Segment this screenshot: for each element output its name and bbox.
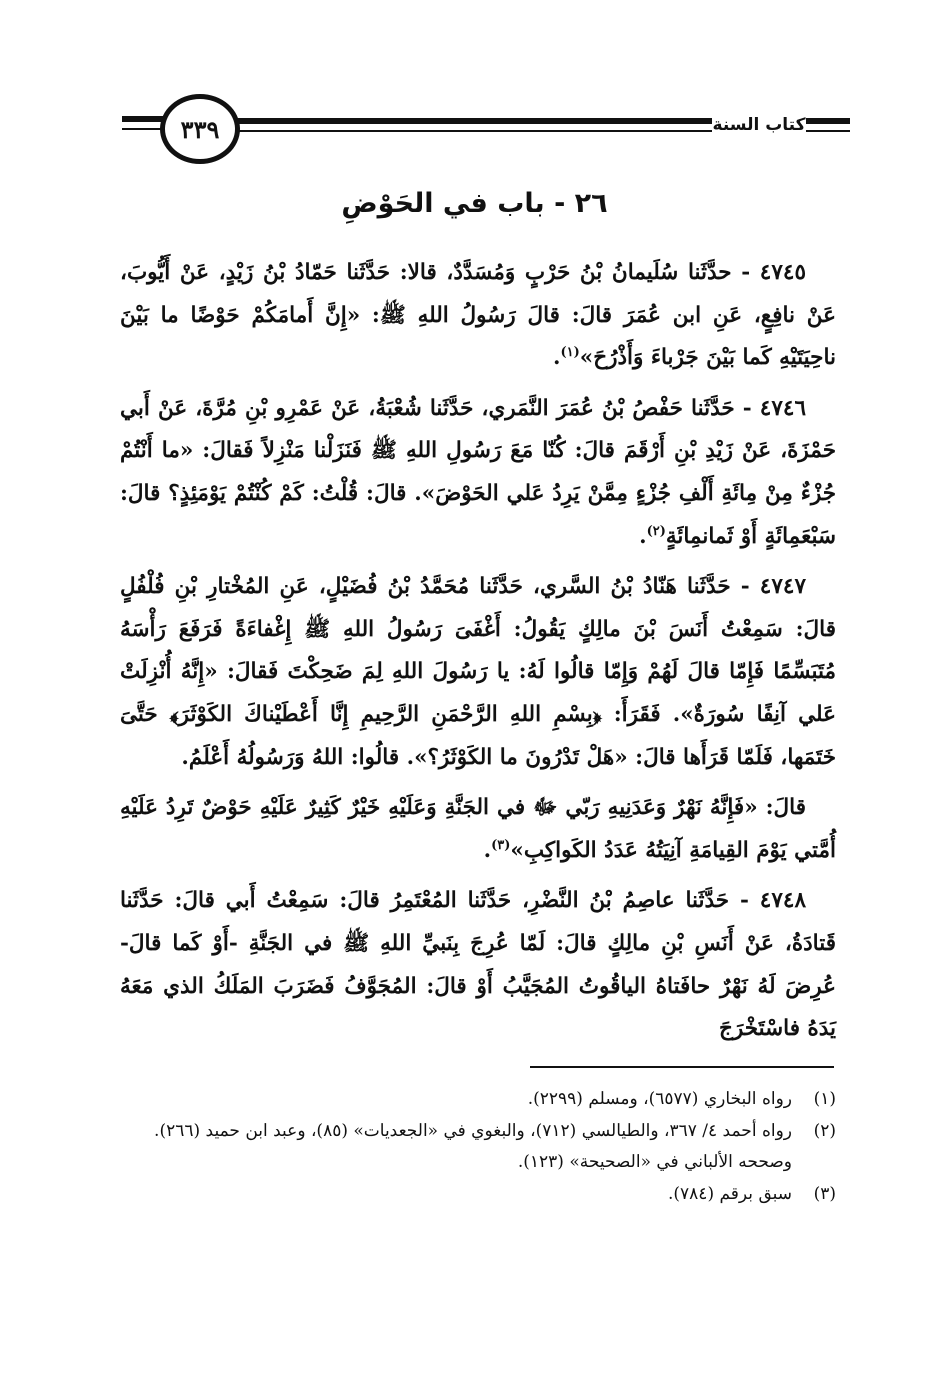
hadith-4748: ٤٧٤٨ - حَدَّثَنا عاصِمُ بْنُ النَّضْرِ، حَدَّثَنا المُعْتَمِرُ قالَ: سَمِعْتُ أَبي قالَ: حَدَّثَنا قَتادَةُ، عَنْ أَنَسِ بْنِ مالِكٍ قالَ: لَمّا عُرِجَ بِنَبيِّ اللهِ ﷺ في الجَنَّةِ -أَوْ كَما قالَ- عُرِضَ لَهُ نَهْرٌ حافَتاهُ الياقُوتُ المُجَيَّبُ أَوْ قالَ: المُجَوَّفُ فَضَرَبَ المَلَكُ الذي مَعَهُ يَدَهُ فاسْتَخْرَجَ xyxy=(120,888,836,1042)
footnote-text: سبق برقم (٧٨٤). xyxy=(668,1183,792,1204)
footnote xyxy=(120,1084,836,1116)
footnote-text: وصححه الألباني في «الصحيحة» (١٢٣). xyxy=(517,1152,792,1172)
footnote-ref: (١) xyxy=(560,345,580,361)
footnote-divider xyxy=(530,1066,834,1068)
chapter-title: ٢٦ - باب في الحَوْضِ xyxy=(341,188,608,219)
page-number: ٣٣٩ xyxy=(160,94,240,164)
footnote xyxy=(120,1116,836,1148)
footnote-ref: (٢) xyxy=(646,523,666,539)
footnote-number: (١) xyxy=(813,1089,836,1109)
footnote xyxy=(120,1179,836,1211)
footnote-number: (٣) xyxy=(813,1183,836,1204)
hadith-4747-continued: قالَ: «فَإِنَّهُ نَهْرٌ وَعَدَنِيهِ رَبّي ﷻ في الجَنَّةِ وَعَلَيْهِ خَيْرٌ كَثِيرٌ عَلَيْهِ حَوْضٌ تَرِدُ عَلَيْهِ أُمَّتي يَوْمَ القِيامَةِ آنِيَتُهُ عَدَدُ الكَواكِبِ»$^{(٣)}$. xyxy=(120,795,836,863)
footnote-text: رواه البخاري (٦٥٧٧)، ومسلم (٢٢٩٩). xyxy=(527,1089,792,1109)
footnote-number: (٢) xyxy=(813,1120,836,1141)
header-rule xyxy=(806,118,850,124)
hadith-4746: ٤٧٤٦ - حَدَّثَنا حَفْصُ بْنُ عُمَرَ النَّمَري، حَدَّثَنا شُعْبَةُ، عَنْ عَمْرِو بْنِ مُرَّةَ، عَنْ أَبي حَمْزَةَ، عَنْ زَيْدِ بْنِ أَرْقَمَ قالَ: كُنّا مَعَ رَسُولِ اللهِ ﷺ فَنَزَلْنا مَنْزِلاً فَقالَ: «ما أَنْتُمْ جُزْءٌ مِنْ مِائَةِ أَلْفِ جُزْءٍ مِمَّنْ يَرِدُ عَلي الحَوْضَ». قالَ: قُلْتُ: كَمْ كُنْتُمْ يَوْمَئِذٍ؟ قالَ: سَبْعَمِائَةٍ أَوْ ثَمانمِائَةٍ$^{(٢)}$. xyxy=(120,395,836,549)
hadith-4747: ٤٧٤٧ - حَدَّثَنا هَنّادُ بْنُ السَّري، حَدَّثَنا مُحَمَّدُ بْنُ فُضَيْلٍ، عَنِ المُخْتارِ بْنِ فُلْفُلٍ قالَ: سَمِعْتُ أَنَسَ بْنَ مالِكٍ يَقُولُ: أَغْفَىَ رَسُولُ اللهِ ﷺ إِغْفاءَةً فَرَفَعَ رَأْسَهُ مُتَبَسِّمًا فَإِمّا قالَ لَهُمْ وَإِمّا قالُوا لَهُ: يا رَسُولَ اللهِ لِمَ ضَحِكْتَ فَقالَ: «إِنَّهُ أُنْزِلَتْ عَلي آنِفًا سُورَةٌ». فَقَرَأَ: ﴿بِسْمِ اللهِ الرَّحْمَنِ الرَّحِيمِ إِنَّا أَعْطَيْناكَ الكَوْثَرَ﴾ حَتَّىَ خَتَمَها، فَلَمّا قَرَأَها قالَ: «هَلْ تَدْرُونَ ما الكَوْثَرُ؟». قالُوا: اللهُ وَرَسُولُهُ أَعْلَمُ. xyxy=(120,574,836,770)
header-rule xyxy=(232,118,712,124)
running-title: كتاب السنة xyxy=(712,115,806,135)
hadith-4745: ٤٧٤٥ - حدَّثَنا سُلَيمانُ بْنُ حَرْبٍ وَمُسَدَّدٌ، قالا: حَدَّثَنا حَمّادُ بْنُ زَيْدٍ، عَنْ أَيُّوبَ، عَنْ نافِعٍ، عَنِ ابن عُمَرَ قالَ: قالَ رَسُولُ اللهِ ﷺ: «إِنَّ أَمامَكُمْ حَوْضًا ما بَيْنَ ناحِيَتَيْهِ كَما بَيْنَ جَرْباءَ وَأَذْرُحَ»$^{(١)}$. xyxy=(120,260,836,371)
main-text xyxy=(120,252,836,1059)
header-rule xyxy=(806,130,850,132)
footnote-ref: (٣) xyxy=(491,837,511,853)
footnotes xyxy=(120,1084,836,1210)
footnote-text: رواه أحمد ٤/ ٣٦٧، والطيالسي (٧١٢)، والبغوي في «الجعديات» (٨٥)، وعبد ابن حميد (٢٦٦). xyxy=(154,1120,792,1141)
header-rule xyxy=(232,130,712,132)
